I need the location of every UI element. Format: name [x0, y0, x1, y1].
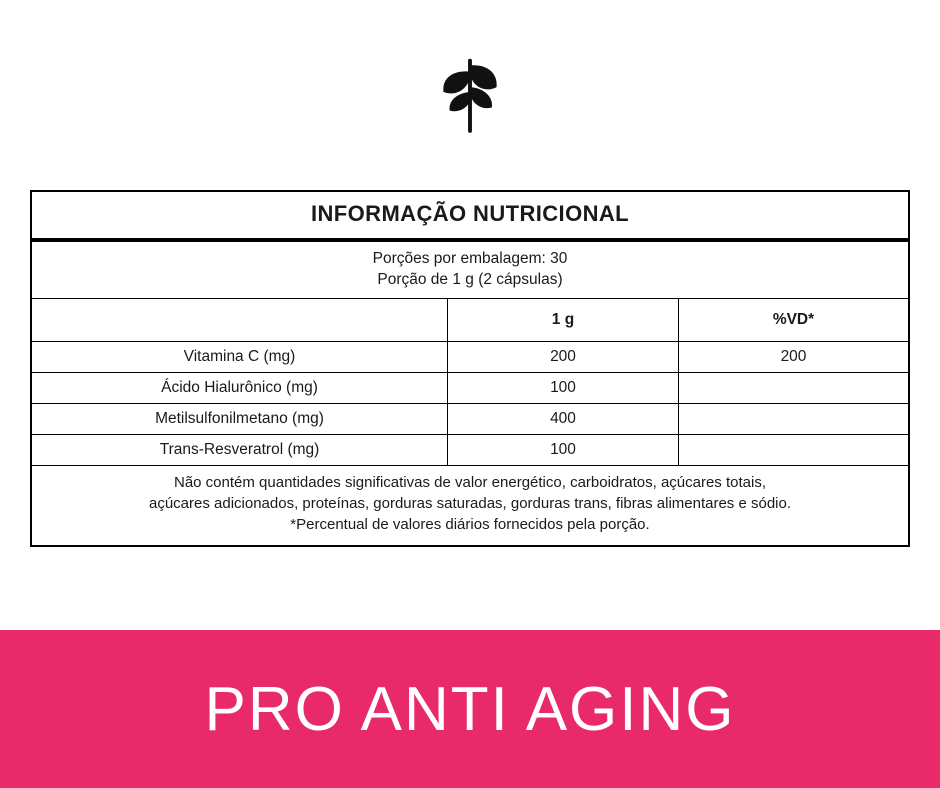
nutrient-name: Trans-Resveratrol (mg)	[32, 434, 448, 465]
spacer	[0, 547, 940, 630]
table-header-row	[32, 299, 908, 342]
nutrients-table	[32, 299, 908, 465]
table-row	[32, 434, 908, 465]
nutrient-name: Metilsulfonilmetano (mg)	[32, 403, 448, 434]
nutrient-amount: 400	[448, 403, 679, 434]
column-header-amount: 1 g	[448, 299, 679, 342]
footnote-line-1: Não contém quantidades significativas de valor energético, carboidratos, açúcares totais,	[174, 473, 766, 491]
servings-per-package: Porções por embalagem: 30	[372, 250, 568, 267]
footnote-line-3: *Percentual de valores diários fornecidos pela porção.	[290, 516, 650, 534]
product-name: PRO ANTI AGING	[204, 674, 736, 744]
footnote-line-2: açúcares adicionados, proteínas, gorduras saturadas, gorduras trans, fibras alimentares e sódio.	[148, 495, 792, 513]
nutrition-footnote	[32, 465, 908, 545]
nutrient-vd	[679, 372, 909, 403]
nutrient-vd	[679, 434, 909, 465]
nutrient-name: Vitamina C (mg)	[32, 341, 448, 372]
nutrient-name: Ácido Hialurônico (mg)	[32, 372, 448, 403]
product-name-banner	[0, 630, 940, 788]
nutrient-vd	[679, 403, 909, 434]
table-body	[32, 341, 908, 465]
nutrient-vd: 200	[679, 341, 909, 372]
table-row	[32, 403, 908, 434]
table-row	[32, 372, 908, 403]
nutrient-amount: 200	[448, 341, 679, 372]
logo-area	[0, 0, 940, 190]
column-header-vd: %VD*	[679, 299, 909, 342]
nutrition-table-title: INFORMAÇÃO NUTRICIONAL	[32, 192, 908, 242]
table-row	[32, 341, 908, 372]
serving-info	[32, 242, 908, 299]
nutrient-amount: 100	[448, 372, 679, 403]
serving-size: Porção de 1 g (2 cápsulas)	[377, 271, 563, 289]
column-header-nutrient	[32, 299, 448, 342]
nutrient-amount: 100	[448, 434, 679, 465]
table-header	[32, 299, 908, 342]
nutrition-facts-table	[30, 190, 910, 547]
leaf-logo-icon	[431, 56, 509, 134]
